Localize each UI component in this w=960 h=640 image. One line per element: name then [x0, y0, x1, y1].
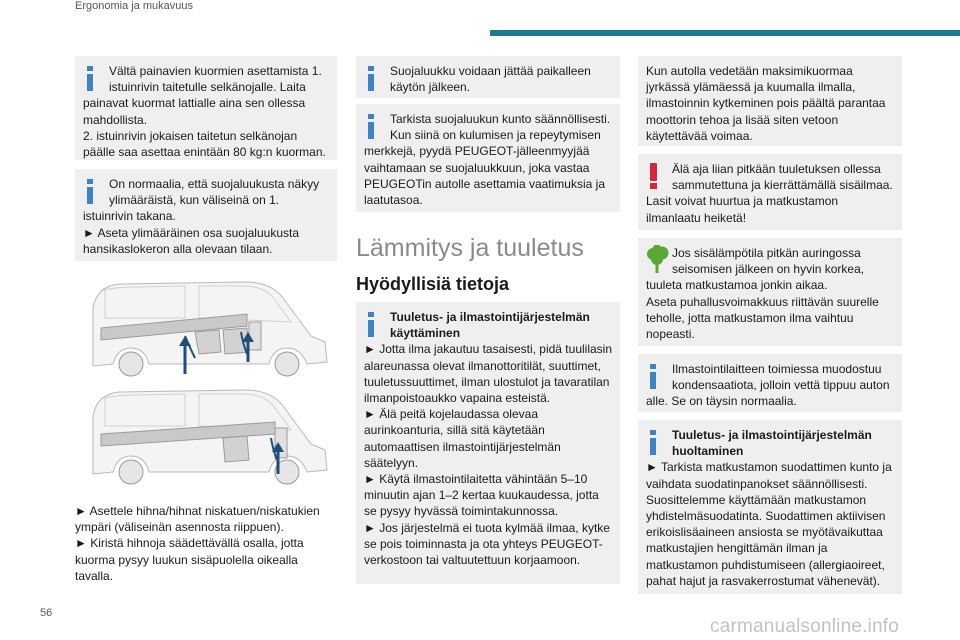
subsection-title: Hyödyllisiä tietoja [356, 274, 510, 294]
page-number: 56 [40, 607, 53, 619]
note-text: Ilmastointilaitteen toimiessa muodostuu kondensaatiota, jolloin vettä tippuu auton alle. Se on täysin normaalia. [646, 362, 890, 409]
page-header-title: Ergonomia ja mukavuus [75, 0, 194, 12]
eco-tree-icon [646, 245, 670, 275]
note-item: ► Jotta ilma jakautuu tasaisesti, pidä tuulilasin alareunassa olevat ilmanottoritilät, suuttimet, tuuletussuuttimet, ilman ulostulot ja tavaratilan ilmanpoistoaukko vapaina esteistä. [364, 342, 613, 406]
eco-note [638, 238, 902, 346]
note-text: Jos sisälämpötila pitkän auringossa seisomisen jälkeen on hyvin korkea, tuuleta matkustamoa jonkin aikaa. [646, 246, 865, 293]
van-cargo-illustration-top [75, 278, 337, 378]
van-cargo-illustration-bottom [75, 388, 337, 486]
info-note [356, 104, 620, 212]
info-icon [364, 309, 388, 339]
note-text: Kun autolla vedetään maksimikuormaa jyrkässä ylämäessä ja kuumalla ilmalla, ilmastoinnin kytkeminen pois päältä parantaa moottorin tehoa ja lisää siten vetoon käytettävää voimaa. [646, 64, 886, 143]
info-note [75, 56, 337, 160]
info-note [638, 420, 902, 594]
info-note [356, 56, 620, 98]
info-icon [646, 361, 670, 391]
note-bullet: ► Aseta ylimääräinen osa suojaluukusta hansikaslokeron alla olevaan tilaan. [83, 225, 299, 256]
note-text: 2. istuinrivin jokaisen taitetun selkänojan päälle saa asettaa enintään 80 kg:n kuorman. [83, 128, 326, 160]
info-note [638, 354, 902, 412]
info-note [75, 169, 337, 261]
instruction-item: ► Kiristä hihnoja säädettävällä osalla, jotta kuorma pysyy luukun sisäpuolella oikealla tavalla. [75, 536, 304, 583]
note-item: ► Jos järjestelmä ei tuota kylmää ilmaa, kytke se pois toiminnasta ja ota yhteys PEUGEOT-verkostoon tai valtuutettuun korjaamoon. [364, 520, 610, 568]
warning-icon [646, 161, 670, 191]
note-title: Tuuletus- ja ilmastointijärjestelmän huoltaminen [672, 428, 872, 459]
note-item: ► Käytä ilmastointilaitetta vähintään 5–10 minuutin ajan 1–2 kertaa kuukaudessa, jotta se pysyy hyvässä toimintakunnossa. [364, 472, 599, 519]
instruction-list [75, 503, 337, 584]
note-item: ► Tarkista matkustamon suodattimen kunto ja vaihdata suodatinpanokset säännöllisesti. [646, 460, 892, 491]
header-accent-bar [490, 30, 960, 36]
instruction-item: ► Asettele hihna/hihnat niskatuen/niskatukien ympäri (väliseinän asennosta riippuen). [75, 504, 320, 535]
info-icon [364, 111, 388, 141]
note-text: Vältä painavien kuormien asettamista 1. istuinrivin taitetulle selkänojalle. Laita painavat kuormat lattialle aina sen ollessa mahdollista. [83, 64, 322, 127]
note-item: ► Älä peitä kojelaudassa olevaa aurinkoanturia, sillä sitä käytetään automaattisen ilmastointijärjestelmän säätelyyn. [364, 407, 561, 470]
note-text: On normaalia, että suojaluukusta näkyy ylimääräistä, kun väliseinä on 1. istuinrivin takana. [83, 177, 320, 224]
note-text: Suojaluukku voidaan jättää paikalleen käytön jälkeen. [390, 64, 591, 95]
note-title: Tuuletus- ja ilmastointijärjestelmän käyttäminen [390, 310, 590, 341]
watermark: carmanualsonline.info [710, 616, 900, 637]
info-icon [83, 176, 107, 206]
note-text: Älä aja liian pitkään tuuletuksen ollessa sammutettuna ja kierrättämällä sisäilmaa. Lasit voivat huurtua ja matkustamon ilmanlaatu heiketä! [646, 162, 893, 225]
note-item: Suosittelemme käyttämään matkustamon yhdistelmäsuodatinta. Suodattimen aktiivisen erikoislisäaineen ansiosta se myötävaikuttaa matkustajien hengittämän ilman ja matkustamon puhdistumiseen (allergiaoireet, pahat hajut ja rasvakerrostumat vähenevät). [646, 492, 886, 588]
note-text: Tarkista suojaluukun kunto säännöllisesti. Kun siinä on kulumisen ja repeytymisen merkkejä, pyydä PEUGEOT-jälleenmyyjää vaihtamaan se suojaluukkuun, joka vastaa PEUGEOTin autolle asettamia vaatimuksia ja laatutasoa. [364, 112, 611, 208]
note-text: Aseta puhallusvoimakkuus riittävän suurelle teholle, jotta matkustamon ilma vaihtuu nopeasti. [646, 294, 879, 342]
info-icon [364, 63, 388, 93]
plain-note [638, 56, 902, 146]
section-title: Lämmitys ja tuuletus [356, 234, 584, 262]
info-icon [646, 427, 670, 457]
info-icon [83, 63, 107, 93]
info-note [356, 302, 620, 584]
warning-note [638, 154, 902, 230]
